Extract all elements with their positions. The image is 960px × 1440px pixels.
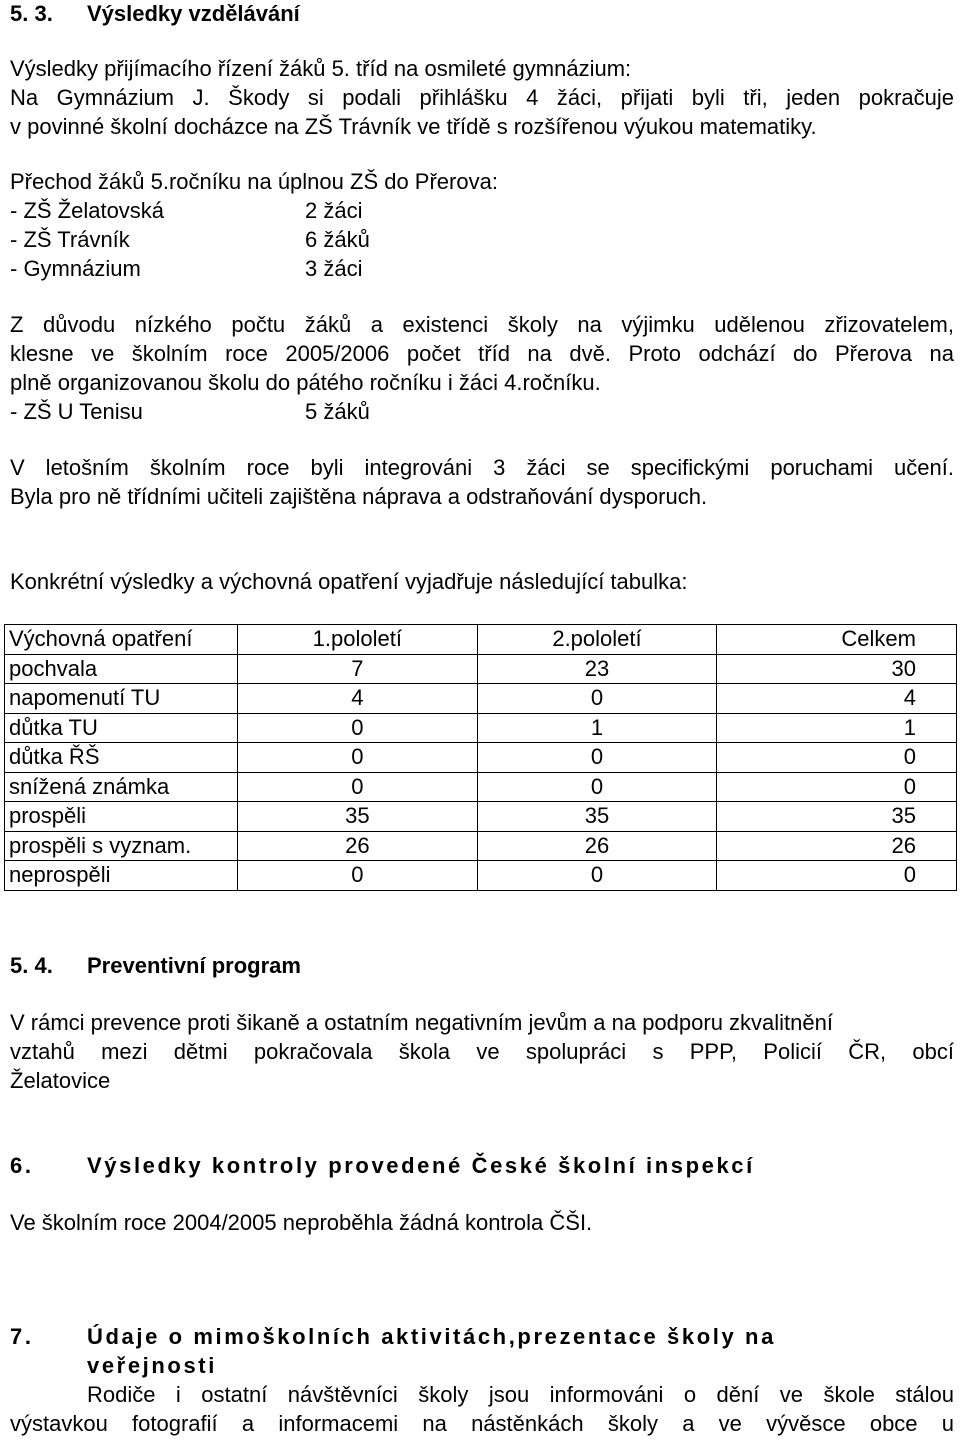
table-row <box>5 713 957 743</box>
table-cell: 26 <box>717 831 957 861</box>
transfer-school: - ZŠ U Tenisu <box>10 399 143 424</box>
section-6-title: Výsledky kontroly provedené České školní inspekcí <box>87 1153 755 1178</box>
paragraph-line: klesne ve školním roce 2005/2006 počet tříd na dvě. Proto odchází do Přerova na <box>10 341 954 366</box>
table-cell: pochvala <box>5 654 238 684</box>
section-5-4-title: Preventivní program <box>87 953 301 978</box>
table-cell: 4 <box>717 684 957 714</box>
table-intro: Konkrétní výsledky a výchovná opatření vyjadřuje následující tabulka: <box>10 569 688 594</box>
table-cell: 7 <box>238 654 478 684</box>
table-cell: 30 <box>717 654 957 684</box>
table-cell: 0 <box>717 772 957 802</box>
transfer-school: - Gymnázium <box>10 256 141 281</box>
transfer-count: 3 žáci <box>305 256 363 281</box>
table-cell: prospěli s vyznam. <box>5 831 238 861</box>
table-header-cell: Celkem <box>717 625 957 655</box>
table-cell: 4 <box>238 684 478 714</box>
table-row <box>5 772 957 802</box>
table-cell: 0 <box>238 772 478 802</box>
table-header-cell: 2.pololetí <box>477 625 717 655</box>
transfer-count: 5 žáků <box>305 399 370 424</box>
table-cell: 0 <box>238 743 478 773</box>
table-cell: neprospěli <box>5 861 238 891</box>
table-cell: prospěli <box>5 802 238 832</box>
table-header-cell: Výchovná opatření <box>5 625 238 655</box>
transfer-school: - ZŠ Trávník <box>10 227 130 252</box>
results-table <box>4 624 957 891</box>
paragraph-line: v povinné školní docházce na ZŠ Trávník ve třídě s rozšířenou výukou matematiky. <box>10 114 817 139</box>
paragraph-line: Na Gymnázium J. Škody si podali přihlášku 4 žáci, přijati byli tři, jeden pokračuje <box>10 85 954 110</box>
table-cell: důtka ŘŠ <box>5 743 238 773</box>
section-5-4-number: 5. 4. <box>10 953 53 978</box>
table-cell: 26 <box>238 831 478 861</box>
table-header-cell: 1.pololetí <box>238 625 478 655</box>
table-cell: 0 <box>238 713 478 743</box>
table-cell: snížená známka <box>5 772 238 802</box>
table-row <box>5 654 957 684</box>
table-cell: 26 <box>477 831 717 861</box>
paragraph-line: Výsledky přijímacího řízení žáků 5. tříd na osmileté gymnázium: <box>10 56 632 81</box>
table-cell: napomenutí TU <box>5 684 238 714</box>
paragraph-line: Z důvodu nízkého počtu žáků a existenci školy na výjimku udělenou zřizovatelem, <box>10 312 954 337</box>
table-cell: 35 <box>238 802 478 832</box>
section-7-number: 7. <box>10 1324 34 1349</box>
transfer-count: 6 žáků <box>305 227 370 252</box>
table-row <box>5 802 957 832</box>
paragraph-line: Rodiče i ostatní návštěvníci školy jsou informováni o dění ve škole stálou <box>87 1382 954 1407</box>
paragraph-line: V rámci prevence proti šikaně a ostatním negativním jevům a na podporu zkvalitnění <box>10 1010 833 1035</box>
section-7-title: Údaje o mimoškolních aktivitách,prezentace školy na <box>87 1324 776 1349</box>
table-cell: 0 <box>477 861 717 891</box>
section-5-3-title: Výsledky vzdělávání <box>87 1 300 26</box>
table-cell: důtka TU <box>5 713 238 743</box>
table-cell: 0 <box>477 684 717 714</box>
section-6-number: 6. <box>10 1153 34 1178</box>
paragraph-line: Byla pro ně třídními učiteli zajištěna náprava a odstraňování dysporuch. <box>10 484 708 509</box>
table-cell: 35 <box>477 802 717 832</box>
table-row <box>5 743 957 773</box>
paragraph-line: Ve školním roce 2004/2005 neproběhla žádná kontrola ČŠI. <box>10 1210 593 1235</box>
paragraph-line: výstavkou fotografií a informacemi na nástěnkách školy a ve vývěsce obce u <box>10 1411 954 1436</box>
transfer-count: 2 žáci <box>305 198 363 223</box>
table-cell: 0 <box>477 743 717 773</box>
paragraph-line: Želatovice <box>10 1068 111 1093</box>
paragraph-line: V letošním školním roce byli integrováni 3 žáci se specifickými poruchami učení. <box>10 455 954 480</box>
section-7-title-cont: veřejnosti <box>87 1353 217 1378</box>
table-cell: 0 <box>238 861 478 891</box>
table-row <box>5 861 957 891</box>
table-header-row <box>5 625 957 655</box>
paragraph-line: vztahů mezi dětmi pokračovala škola ve spolupráci s PPP, Policií ČR, obcí <box>10 1039 954 1064</box>
transfer-school: - ZŠ Želatovská <box>10 198 165 223</box>
table-cell: 1 <box>717 713 957 743</box>
table-cell: 23 <box>477 654 717 684</box>
table-cell: 0 <box>477 772 717 802</box>
table-row <box>5 831 957 861</box>
table-cell: 0 <box>717 861 957 891</box>
table-cell: 0 <box>717 743 957 773</box>
section-5-3-number: 5. 3. <box>10 1 53 26</box>
table-cell: 35 <box>717 802 957 832</box>
table-cell: 1 <box>477 713 717 743</box>
transfer-intro: Přechod žáků 5.ročníku na úplnou ZŠ do Přerova: <box>10 169 498 194</box>
paragraph-line: plně organizovanou školu do pátého ročníku i žáci 4.ročníku. <box>10 370 601 395</box>
table-row <box>5 684 957 714</box>
